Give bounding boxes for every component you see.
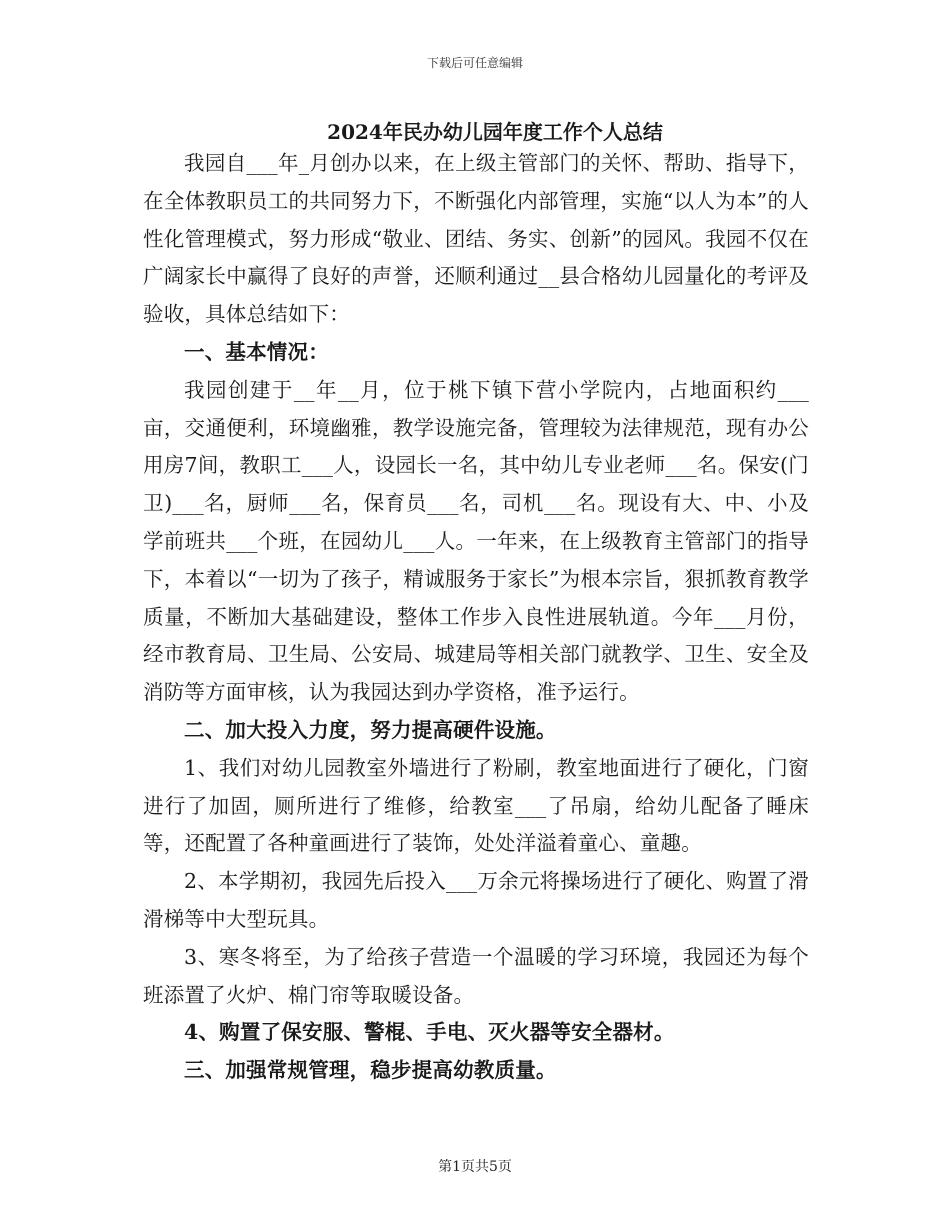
basic-info-paragraph: 我园创建于__年__月，位于桃下镇下营小学院内，占地面积约___亩，交通便利，环境幽雅，教学设施完备，管理较为法律规范，现有办公用房7间，教职工___人，设园长一名，其中幼儿专业老师___名。保安(门卫)___名，厨师___名，保育员___名，司机___名。现设有大、中、小及学前班共___个班，在园幼儿___人。一年来，在上级教育主管部门的指导下，本着以“一切为了孩子，精诚服务于家长”为根本宗旨，狠抓教育教学质量，不断加大基础建设，整体工作步入良性进展轨道。今年___月份，经市教育局、卫生局、公安局、城建局等相关部门就教学、卫生、安全及消防等方面审核，认为我园达到办学资格，准予运行。 <box>143 377 809 705</box>
document-title: 2024年民办幼儿园年度工作个人总结 <box>327 120 663 144</box>
section-heading-management: 三、加强常规管理，稳步提高幼教质量。 <box>184 1058 557 1083</box>
hardware-item-4: 4、购置了保安服、警棍、手电、灭火器等安全器材。 <box>184 1020 675 1045</box>
header-note: 下载后可任意编辑 <box>426 56 523 70</box>
section-heading-hardware: 二、加大投入力度，努力提高硬件设施。 <box>184 717 557 742</box>
hardware-item-1: 1、我们对幼儿园教室外墙进行了粉刷，教室地面进行了硬化，门窗进行了加固，厕所进行了维修，给教室___了吊扇，给幼儿配备了睡床等，还配置了各种童画进行了装饰，处处洋溢着童心、童趣。 <box>143 755 809 856</box>
intro-paragraph: 我园自___年_月创办以来，在上级主管部门的关怀、帮助、指导下，在全体教职员工的共同努力下，不断强化内部管理，实施“以人为本”的人性化管理模式，努力形成“敬业、团结、务实、创新”的园风。我园不仅在广阔家长中赢得了良好的声誉，还顺利通过__县合格幼儿园量化的考评及验收，具体总结如下： <box>143 151 809 327</box>
page-footer: 第1页共5页 <box>438 1159 512 1175</box>
document-body <box>143 145 809 1090</box>
hardware-item-2: 2、本学期初，我园先后投入___万余元将操场进行了硬化、购置了滑滑梯等中大型玩具。 <box>143 869 809 931</box>
section-heading-basic-info: 一、基本情况： <box>184 339 329 364</box>
hardware-item-3: 3、寒冬将至，为了给孩子营造一个温暖的学习环境，我园还为每个班添置了火炉、棉门帘等取暖设备。 <box>143 944 809 1007</box>
